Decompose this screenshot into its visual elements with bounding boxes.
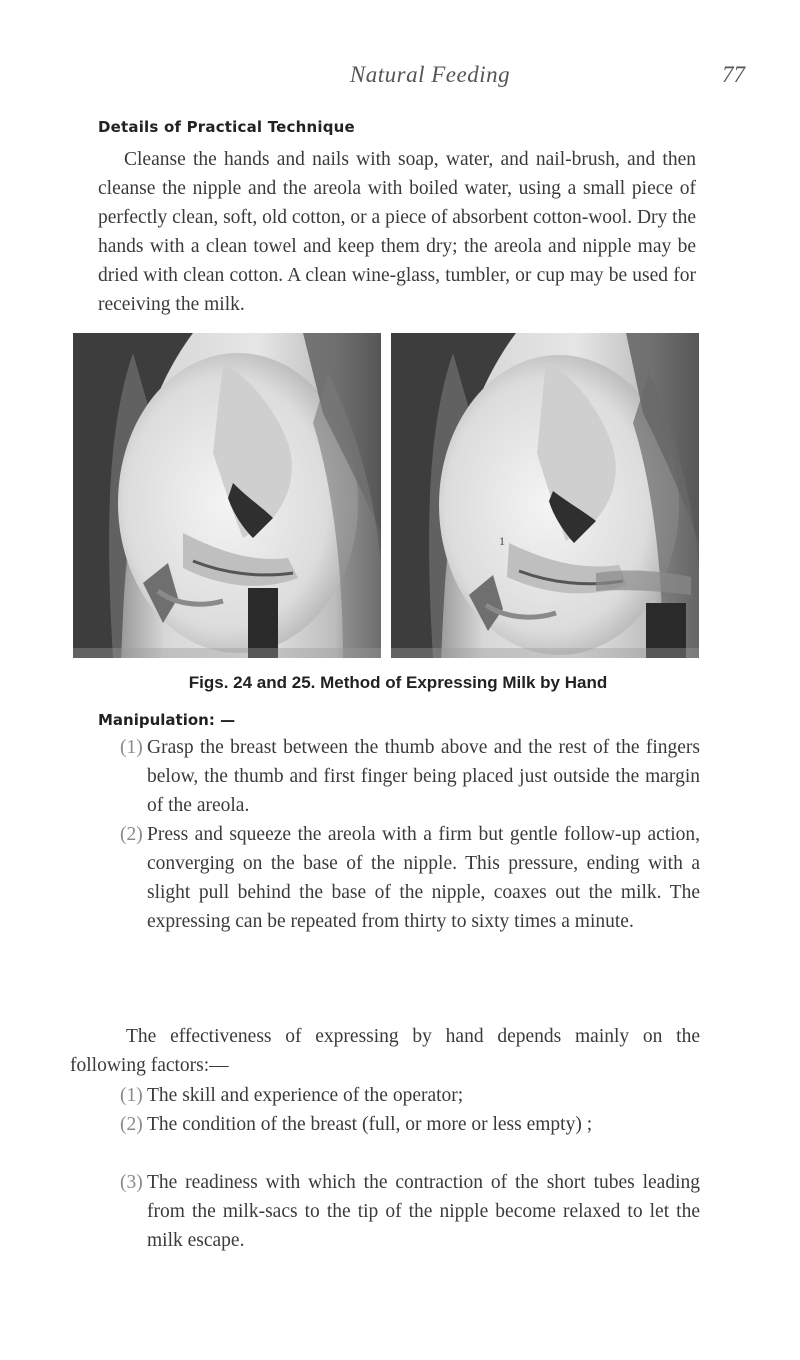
effectiveness-paragraph: The effectiveness of expressing by hand depends mainly on the following factors:— xyxy=(70,1026,700,1076)
list-item xyxy=(120,733,700,823)
running-head xyxy=(0,62,800,92)
list-item-text: Press and squeeze the areola with a firm but gentle follow-up action, converging on the base of the nipple. This pressure, ending with a slight pull behind the base of the nipple, coaxes out the milk. The expressing can be repeated from thirty to sixty times a minute. xyxy=(147,824,700,932)
list-item-text: The skill and experience of the operator; xyxy=(147,1085,464,1106)
list-item-number: (2) xyxy=(120,1114,143,1135)
list-item-number: (3) xyxy=(120,1172,143,1193)
list-item xyxy=(120,1081,700,1111)
figure-caption: Figs. 24 and 25. Method of Expressing Milk by Hand xyxy=(188,673,608,692)
list-item-text: Grasp the breast between the thumb above and the rest of the fingers below, the thumb and first finger being placed just outside the margin of the areola. xyxy=(147,737,700,816)
section-heading: Details of Practical Technique xyxy=(98,118,355,136)
running-title: Natural Feeding xyxy=(349,62,511,87)
list-item xyxy=(120,820,700,970)
page-number: 77 xyxy=(722,62,745,87)
manipulation-heading: Manipulation: — xyxy=(98,711,236,729)
list-item-number: (1) xyxy=(120,737,143,758)
intro-paragraph: Cleanse the hands and nails with soap, water, and nail-brush, and then cleanse the nipple and the areola with boiled water, using a small piece of perfectly clean, soft, old cotton, or a piece of absorbent cotton-wool. Dry the hands with a clean towel and keep them dry; the areola and nipple may be dried with clean cotton. A clean wine-glass, tumbler, or cup may be used for receiving the milk. xyxy=(98,149,696,315)
list-item-number: (2) xyxy=(120,824,143,845)
photo-label: 1 xyxy=(499,534,505,548)
list-item xyxy=(120,1110,700,1170)
list-item-text: The readiness with which the contraction of the short tubes leading from the milk-sacs to the tip of the nipple become relaxed to let the milk escape. xyxy=(147,1172,700,1251)
figure-pair xyxy=(73,333,700,658)
list-item-text: The condition of the breast (full, or more or less empty) ; xyxy=(147,1114,593,1135)
hand-expressing-photo-icon xyxy=(73,333,381,658)
list-item-number: (1) xyxy=(120,1085,143,1106)
hand-expressing-photo-icon xyxy=(391,333,699,658)
list-item xyxy=(120,1168,700,1258)
